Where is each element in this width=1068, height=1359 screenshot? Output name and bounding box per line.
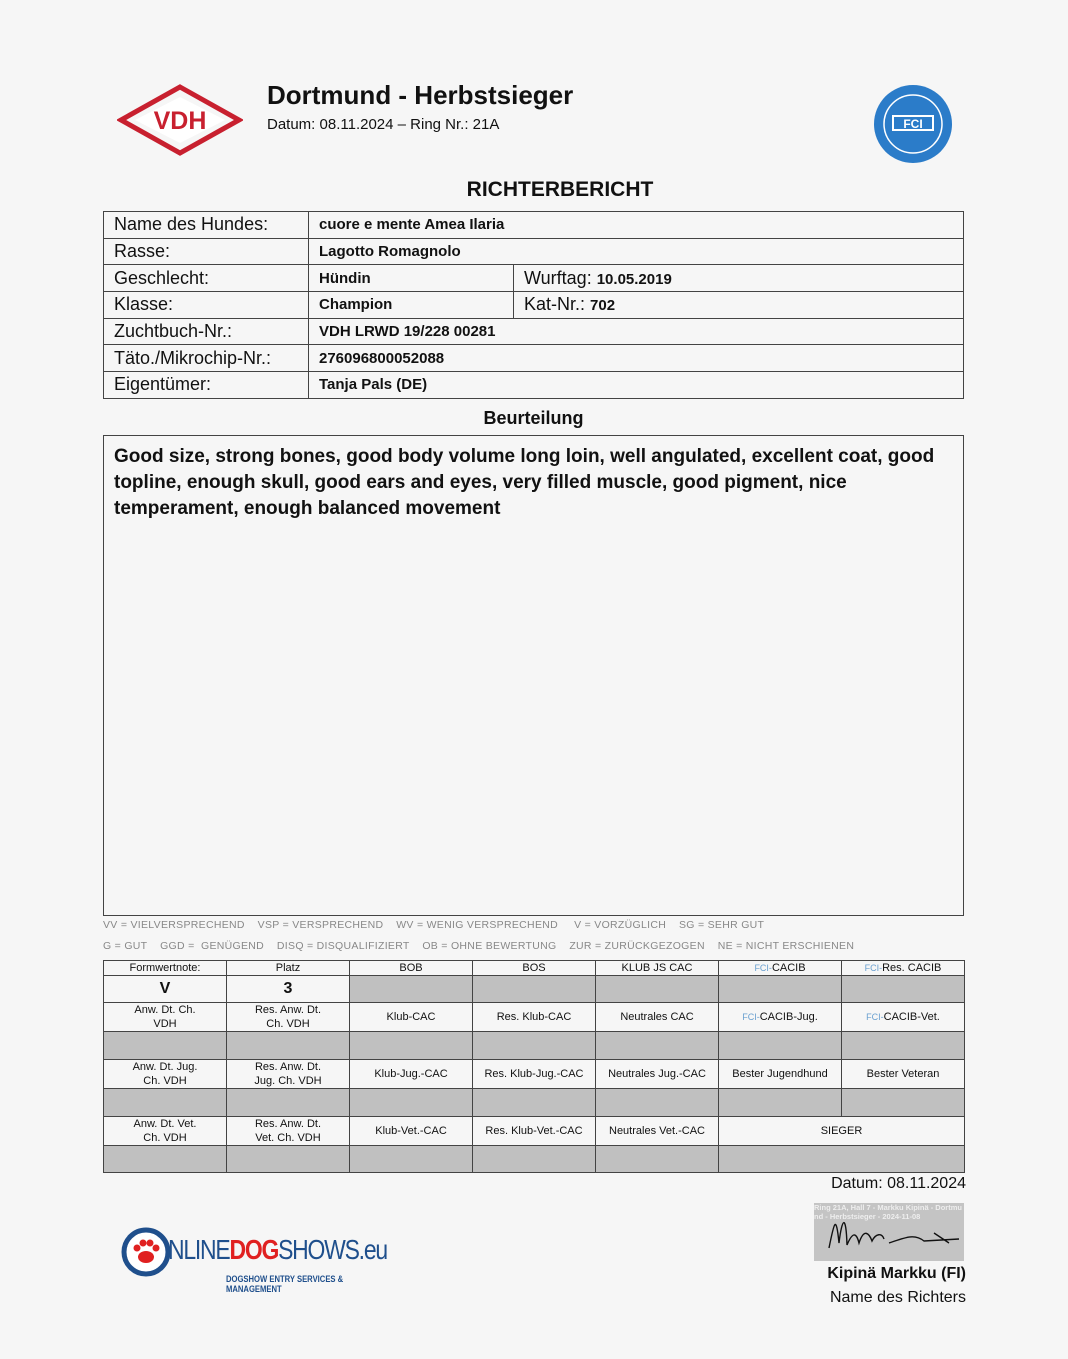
cat-cell bbox=[514, 292, 964, 319]
birth-cell bbox=[514, 265, 964, 292]
award-label-cell: Anw. Dt. Jug. Ch. VDH bbox=[104, 1060, 227, 1089]
fci-prefix: FCI- bbox=[742, 1012, 760, 1022]
award-label-cell: SIEGER bbox=[719, 1117, 965, 1146]
onlinedogshows-logo bbox=[120, 1226, 410, 1294]
grid-header-cell: Formwertnote: bbox=[104, 961, 227, 976]
legend-line-1: VV = VIELVERSPRECHEND VSP = VERSPRECHEND WV = WENIG VERSPRECHEND V = VORZÜGLICH SG = SEHR GUT bbox=[103, 919, 765, 931]
award-label-cell: Res. Klub-Vet.-CAC bbox=[473, 1117, 596, 1146]
grid-header-cell: FCI-CACIB bbox=[719, 961, 842, 976]
owner: Tanja Pals (DE) bbox=[309, 372, 964, 399]
award-label-cell: Res. Klub-CAC bbox=[473, 1003, 596, 1032]
grid-empty-cell[interactable] bbox=[596, 1146, 719, 1173]
legend-line-2: G = GUT GGD = GENÜGEND DISQ = DISQUALIFIZIERT OB = OHNE BEWERTUNG ZUR = ZURÜCKGEZOGEN NE = NICHT ERSCHIENEN bbox=[103, 940, 855, 952]
grid-empty-cell[interactable] bbox=[350, 1146, 473, 1173]
fci-prefix: FCI- bbox=[864, 963, 883, 973]
studbook: VDH LRWD 19/228 00281 bbox=[309, 318, 964, 345]
owner-label: Eigentümer: bbox=[104, 372, 309, 399]
grid-empty-cell[interactable] bbox=[104, 1146, 227, 1173]
cat-number: 702 bbox=[590, 297, 616, 315]
grid-empty-cell[interactable] bbox=[473, 1089, 596, 1117]
grid-empty-cell[interactable] bbox=[473, 976, 596, 1003]
grid-empty-cell[interactable] bbox=[227, 1146, 350, 1173]
sex-label: Geschlecht: bbox=[104, 265, 309, 292]
grid-value-cell: 3 bbox=[227, 976, 350, 1003]
chip: 276096800052088 bbox=[309, 345, 964, 372]
judge-signature bbox=[814, 1203, 964, 1261]
signature-scribble bbox=[814, 1203, 964, 1261]
award-label-cell: FCI-CACIB-Jug. bbox=[719, 1003, 842, 1032]
award-label-cell: Res. Anw. Dt. Jug. Ch. VDH bbox=[227, 1060, 350, 1089]
awards-grid bbox=[103, 960, 965, 1173]
svg-text:VDH: VDH bbox=[153, 107, 207, 135]
grid-header-cell: BOB bbox=[350, 961, 473, 976]
grid-header-cell: KLUB JS CAC bbox=[596, 961, 719, 976]
fci-prefix: FCI- bbox=[754, 963, 772, 973]
grid-empty-cell[interactable] bbox=[719, 1146, 965, 1173]
award-label-cell: Bester Veteran bbox=[842, 1060, 965, 1089]
grid-row bbox=[104, 1117, 965, 1146]
fci-logo bbox=[872, 84, 954, 164]
award-label-cell: Anw. Dt. Vet. Ch. VDH bbox=[104, 1117, 227, 1146]
grid-empty-cell[interactable] bbox=[350, 976, 473, 1003]
grid-empty-cell[interactable] bbox=[719, 976, 842, 1003]
grid-empty-cell[interactable] bbox=[227, 1089, 350, 1117]
grid-empty-cell[interactable] bbox=[842, 1032, 965, 1060]
sex: Hündin bbox=[309, 265, 514, 292]
grid-row bbox=[104, 1032, 965, 1060]
grid-value-cell: V bbox=[104, 976, 227, 1003]
award-label-cell: Klub-CAC bbox=[350, 1003, 473, 1032]
show-title: Dortmund - Herbstsieger bbox=[267, 80, 574, 110]
grid-empty-cell[interactable] bbox=[104, 1032, 227, 1060]
svg-text:FCI: FCI bbox=[903, 117, 923, 131]
assessment-text: Good size, strong bones, good body volume long loin, well angulated, excellent coat, good topline, enough skull, good ears and eyes, very filled muscle, good pigment, nice temperament, enough balanced movement bbox=[103, 435, 964, 916]
grid-row bbox=[104, 1003, 965, 1032]
grid-empty-cell[interactable] bbox=[473, 1032, 596, 1060]
grid-row bbox=[104, 1089, 965, 1117]
logo-tagline: DOGSHOW ENTRY SERVICES & MANAGEMENT bbox=[226, 1274, 344, 1294]
grid-row bbox=[104, 961, 965, 976]
grid-row bbox=[104, 976, 965, 1003]
dog-info-table bbox=[103, 211, 964, 399]
award-label-cell: Klub-Jug.-CAC bbox=[350, 1060, 473, 1089]
grid-empty-cell[interactable] bbox=[227, 1032, 350, 1060]
logo-wordmark: NLINEDOGSHOWS.eu bbox=[168, 1234, 387, 1265]
assessment-heading: Beurteilung bbox=[483, 408, 584, 428]
award-label-cell: Anw. Dt. Ch. VDH bbox=[104, 1003, 227, 1032]
grid-row bbox=[104, 1146, 965, 1173]
vdh-logo bbox=[117, 84, 243, 156]
studbook-label: Zuchtbuch-Nr.: bbox=[104, 318, 309, 345]
grid-empty-cell[interactable] bbox=[719, 1032, 842, 1060]
judge-label: Name des Richters bbox=[829, 1289, 966, 1306]
grid-empty-cell[interactable] bbox=[842, 976, 965, 1003]
paw-icon bbox=[120, 1226, 172, 1278]
award-label-cell: Res. Anw. Dt. Vet. Ch. VDH bbox=[227, 1117, 350, 1146]
award-label-cell: Neutrales CAC bbox=[596, 1003, 719, 1032]
birth-label: Wurftag: bbox=[524, 267, 592, 288]
birth-date: 10.05.2019 bbox=[596, 270, 672, 288]
grid-empty-cell[interactable] bbox=[104, 1089, 227, 1117]
fci-prefix: FCI- bbox=[866, 1012, 884, 1022]
grid-header-cell: Platz bbox=[227, 961, 350, 976]
footer-date: Datum: 08.11.2024 bbox=[831, 1175, 966, 1192]
award-label-cell: FCI-CACIB-Vet. bbox=[842, 1003, 965, 1032]
class: Champion bbox=[309, 292, 514, 319]
award-label-cell: Neutrales Vet.-CAC bbox=[596, 1117, 719, 1146]
breed-label: Rasse: bbox=[104, 238, 309, 265]
grid-empty-cell[interactable] bbox=[596, 1032, 719, 1060]
name-label: Name des Hundes: bbox=[104, 212, 309, 239]
grid-empty-cell[interactable] bbox=[842, 1089, 965, 1117]
class-label: Klasse: bbox=[104, 292, 309, 319]
award-label-cell: Res. Klub-Jug.-CAC bbox=[473, 1060, 596, 1089]
show-subtitle: Datum: 08.11.2024 – Ring Nr.: 21A bbox=[267, 116, 500, 133]
award-label-cell: Neutrales Jug.-CAC bbox=[596, 1060, 719, 1089]
grid-empty-cell[interactable] bbox=[596, 1089, 719, 1117]
cat-label: Kat-Nr.: bbox=[524, 294, 586, 315]
award-label-cell: Res. Anw. Dt. Ch. VDH bbox=[227, 1003, 350, 1032]
chip-label: Täto./Mikrochip-Nr.: bbox=[104, 345, 309, 372]
grid-empty-cell[interactable] bbox=[350, 1089, 473, 1117]
grid-empty-cell[interactable] bbox=[473, 1146, 596, 1173]
grid-empty-cell[interactable] bbox=[719, 1089, 842, 1117]
grid-header-cell: BOS bbox=[473, 961, 596, 976]
grid-row bbox=[104, 1060, 965, 1089]
grid-header-cell: FCI-Res. CACIB bbox=[842, 961, 965, 976]
judge-name: Kipinä Markku (FI) bbox=[827, 1265, 966, 1282]
award-label-cell: Klub-Vet.-CAC bbox=[350, 1117, 473, 1146]
dog-name: cuore e mente Amea Ilaria bbox=[309, 212, 964, 239]
breed: Lagotto Romagnolo bbox=[309, 238, 964, 265]
signature-watermark: Ring 21A, Hall 7 - Markku Kipinä - Dortmund - Herbstsieger - 2024-11-08 bbox=[814, 1203, 962, 1221]
grid-empty-cell[interactable] bbox=[596, 976, 719, 1003]
report-title: RICHTERBERICHT bbox=[466, 178, 654, 201]
award-label-cell: Bester Jugendhund bbox=[719, 1060, 842, 1089]
grid-empty-cell[interactable] bbox=[350, 1032, 473, 1060]
